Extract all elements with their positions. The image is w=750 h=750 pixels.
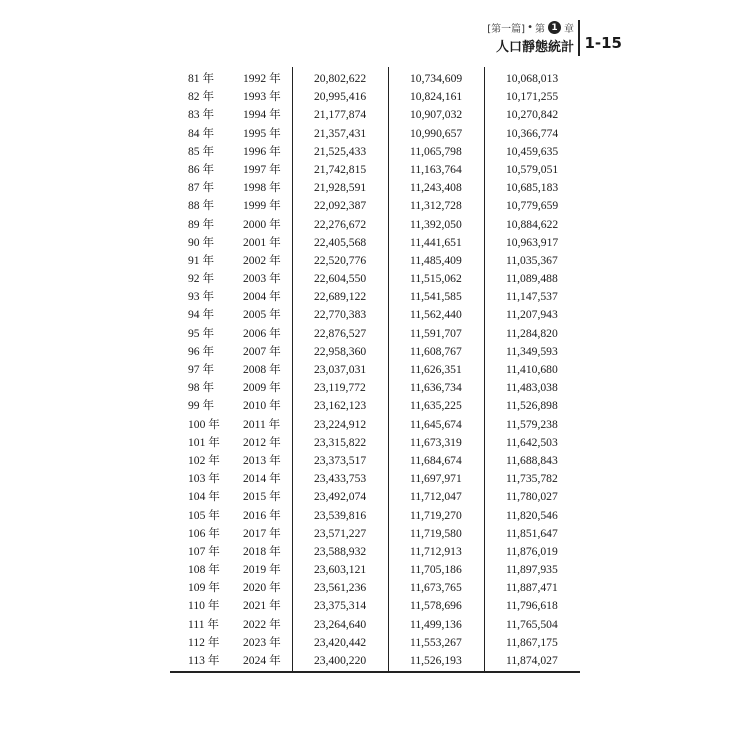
table-row: [170, 434, 580, 452]
female-population-cell: 11,410,680: [506, 363, 558, 376]
total-population-cell: 23,315,822: [314, 435, 367, 449]
roc-year-cell: 94 年: [188, 308, 215, 322]
total-population-cell: 23,373,517: [314, 453, 367, 467]
female-population-cell: 10,068,013: [506, 72, 559, 85]
roc-year-cell: 99 年: [188, 399, 215, 413]
male-population-cell: 11,553,267: [410, 635, 462, 649]
roc-year-cell: 92 年: [188, 272, 215, 286]
male-population-cell: 11,499,136: [410, 617, 462, 631]
part-label: [第一篇]: [487, 24, 526, 35]
ad-year-cell: 2011 年: [243, 417, 281, 431]
table-row: [170, 161, 580, 179]
table-row: [170, 234, 580, 252]
male-population-cell: 11,719,270: [410, 508, 462, 522]
male-population-cell: 11,578,696: [410, 599, 462, 613]
male-population-cell: 11,645,674: [410, 417, 462, 431]
table-row: [170, 361, 580, 379]
female-population-cell: 11,284,820: [506, 326, 558, 340]
female-population-cell: 11,851,647: [506, 526, 558, 540]
male-population-cell: 11,626,351: [410, 363, 462, 376]
ad-year-cell: 2012 年: [243, 435, 281, 449]
male-population-cell: 11,562,440: [410, 308, 462, 322]
table-row: [170, 470, 580, 488]
male-population-cell: 11,485,409: [410, 253, 462, 267]
table-row: [170, 106, 580, 124]
ad-year-cell: 2002 年: [243, 253, 281, 267]
table-row: [170, 634, 580, 652]
roc-year-cell: 106 年: [188, 526, 220, 540]
male-population-cell: 11,635,225: [410, 399, 462, 413]
table-row: [170, 652, 580, 670]
roc-year-cell: 113 年: [188, 654, 220, 667]
table-row: [170, 125, 580, 143]
female-population-cell: 11,579,238: [506, 417, 558, 431]
total-population-cell: 21,742,815: [314, 162, 367, 176]
male-population-cell: 11,673,319: [410, 435, 462, 449]
table-row: [170, 343, 580, 361]
table-bottom-rule: [170, 671, 580, 673]
table-row: [170, 143, 580, 161]
total-population-cell: 22,770,383: [314, 308, 367, 322]
total-population-cell: 23,119,772: [314, 381, 366, 395]
ad-year-cell: 2005 年: [243, 308, 281, 322]
male-population-cell: 11,163,764: [410, 162, 462, 176]
female-population-cell: 11,035,367: [506, 253, 558, 267]
female-population-cell: 11,526,898: [506, 399, 558, 413]
male-population-cell: 11,673,765: [410, 581, 462, 595]
table-row: [170, 525, 580, 543]
ad-year-cell: 2018 年: [243, 544, 281, 558]
ad-year-cell: 2020 年: [243, 581, 281, 595]
female-population-cell: 11,483,038: [506, 381, 558, 395]
roc-year-cell: 103 年: [188, 472, 220, 486]
female-population-cell: 11,688,843: [506, 453, 558, 467]
male-population-cell: 10,907,032: [410, 108, 463, 122]
total-population-cell: 21,177,874: [314, 108, 367, 122]
female-population-cell: 10,171,255: [506, 90, 559, 104]
table-row: [170, 416, 580, 434]
total-population-cell: 23,400,220: [314, 654, 367, 667]
female-population-cell: 11,876,019: [506, 544, 558, 558]
header-divider: [578, 20, 580, 56]
ad-year-cell: 1997 年: [243, 162, 281, 176]
male-population-cell: 11,712,047: [410, 490, 462, 504]
ad-year-cell: 2006 年: [243, 326, 281, 340]
roc-year-cell: 98 年: [188, 381, 215, 395]
total-population-cell: 23,162,123: [314, 399, 367, 413]
ad-year-cell: 1996 年: [243, 144, 281, 158]
male-population-cell: 11,591,707: [410, 326, 462, 340]
roc-year-cell: 82 年: [188, 90, 215, 104]
total-population-cell: 22,520,776: [314, 253, 367, 267]
female-population-cell: 10,685,183: [506, 181, 559, 195]
table-row: [170, 179, 580, 197]
roc-year-cell: 88 年: [188, 199, 215, 213]
chapter-suffix: 章: [564, 24, 574, 35]
page-number: 1-15: [584, 34, 622, 52]
total-population-cell: 22,876,527: [314, 326, 367, 340]
total-population-cell: 23,433,753: [314, 472, 367, 486]
chapter-marker: [487, 20, 574, 35]
male-population-cell: 11,392,050: [410, 217, 462, 231]
male-population-cell: 11,697,971: [410, 472, 462, 486]
chapter-title: 人口靜態統計: [495, 40, 574, 55]
ad-year-cell: 2022 年: [243, 617, 281, 631]
male-population-cell: 11,636,734: [410, 381, 462, 395]
table-row: [170, 288, 580, 306]
roc-year-cell: 107 年: [188, 544, 220, 558]
ad-year-cell: 2017 年: [243, 526, 281, 540]
table-row: [170, 216, 580, 234]
male-population-cell: 11,608,767: [410, 344, 462, 358]
female-population-cell: 11,820,546: [506, 508, 558, 522]
male-population-cell: 10,824,161: [410, 90, 463, 104]
female-population-cell: 11,207,943: [506, 308, 558, 322]
female-population-cell: 10,963,917: [506, 235, 559, 249]
ad-year-cell: 2024 年: [243, 654, 281, 667]
male-population-cell: 11,705,186: [410, 563, 462, 577]
roc-year-cell: 83 年: [188, 108, 215, 122]
male-population-cell: 11,526,193: [410, 654, 462, 667]
total-population-cell: 22,958,360: [314, 344, 367, 358]
female-population-cell: 10,459,635: [506, 144, 559, 158]
roc-year-cell: 101 年: [188, 435, 220, 449]
male-population-cell: 11,712,913: [410, 544, 462, 558]
ad-year-cell: 1994 年: [243, 108, 281, 122]
table-row: [170, 306, 580, 324]
total-population-cell: 23,420,442: [314, 635, 367, 649]
table-row: [170, 616, 580, 634]
male-population-cell: 11,243,408: [410, 181, 462, 195]
table-row: [170, 488, 580, 506]
male-population-cell: 10,990,657: [410, 126, 463, 140]
chapter-number-badge: 1: [548, 21, 561, 34]
male-population-cell: 11,719,580: [410, 526, 462, 540]
roc-year-cell: 112 年: [188, 635, 220, 649]
ad-year-cell: 2016 年: [243, 508, 281, 522]
table-row: [170, 507, 580, 525]
female-population-cell: 11,887,471: [506, 581, 558, 595]
ad-year-cell: 2021 年: [243, 599, 281, 613]
total-population-cell: 23,492,074: [314, 490, 367, 504]
male-population-cell: 11,065,798: [410, 144, 462, 158]
female-population-cell: 10,366,774: [506, 126, 559, 140]
ad-year-cell: 1999 年: [243, 199, 281, 213]
roc-year-cell: 86 年: [188, 162, 215, 176]
ad-year-cell: 2003 年: [243, 272, 281, 286]
total-population-cell: 23,037,031: [314, 363, 367, 376]
total-population-cell: 23,571,227: [314, 526, 367, 540]
total-population-cell: 23,588,932: [314, 544, 367, 558]
roc-year-cell: 108 年: [188, 563, 220, 577]
total-population-cell: 22,405,568: [314, 235, 367, 249]
roc-year-cell: 91 年: [188, 253, 215, 267]
female-population-cell: 10,270,842: [506, 108, 559, 122]
table-row: [170, 70, 580, 88]
chapter-prefix: 第: [535, 24, 545, 35]
female-population-cell: 11,780,027: [506, 490, 558, 504]
roc-year-cell: 104 年: [188, 490, 220, 504]
total-population-cell: 23,264,640: [314, 617, 367, 631]
roc-year-cell: 105 年: [188, 508, 220, 522]
roc-year-cell: 97 年: [188, 363, 215, 376]
male-population-cell: 10,734,609: [410, 72, 463, 85]
table-row: [170, 452, 580, 470]
table-body: [170, 70, 580, 670]
roc-year-cell: 93 年: [188, 290, 215, 304]
male-population-cell: 11,684,674: [410, 453, 462, 467]
table-row: [170, 197, 580, 215]
male-population-cell: 11,441,651: [410, 235, 462, 249]
roc-year-cell: 84 年: [188, 126, 215, 140]
ad-year-cell: 2014 年: [243, 472, 281, 486]
female-population-cell: 11,642,503: [506, 435, 558, 449]
total-population-cell: 22,276,672: [314, 217, 367, 231]
table-row: [170, 252, 580, 270]
female-population-cell: 11,765,504: [506, 617, 558, 631]
ad-year-cell: 2004 年: [243, 290, 281, 304]
population-table: [170, 67, 580, 676]
female-population-cell: 10,779,659: [506, 199, 559, 213]
total-population-cell: 20,995,416: [314, 90, 367, 104]
ad-year-cell: 2007 年: [243, 344, 281, 358]
table-row: [170, 88, 580, 106]
roc-year-cell: 87 年: [188, 181, 215, 195]
roc-year-cell: 85 年: [188, 144, 215, 158]
ad-year-cell: 2019 年: [243, 563, 281, 577]
total-population-cell: 23,224,912: [314, 417, 367, 431]
roc-year-cell: 81 年: [188, 72, 215, 85]
male-population-cell: 11,312,728: [410, 199, 462, 213]
roc-year-cell: 90 年: [188, 235, 215, 249]
roc-year-cell: 109 年: [188, 581, 220, 595]
separator-dot: •: [527, 22, 533, 33]
total-population-cell: 23,561,236: [314, 581, 367, 595]
roc-year-cell: 95 年: [188, 326, 215, 340]
table-row: [170, 561, 580, 579]
roc-year-cell: 110 年: [188, 599, 220, 613]
ad-year-cell: 2000 年: [243, 217, 281, 231]
roc-year-cell: 96 年: [188, 344, 215, 358]
total-population-cell: 22,689,122: [314, 290, 367, 304]
female-population-cell: 11,867,175: [506, 635, 558, 649]
table-row: [170, 379, 580, 397]
total-population-cell: 23,539,816: [314, 508, 367, 522]
ad-year-cell: 1992 年: [243, 72, 281, 85]
ad-year-cell: 2010 年: [243, 399, 281, 413]
ad-year-cell: 2023 年: [243, 635, 281, 649]
ad-year-cell: 2008 年: [243, 363, 281, 376]
ad-year-cell: 1993 年: [243, 90, 281, 104]
ad-year-cell: 2001 年: [243, 235, 281, 249]
roc-year-cell: 111 年: [188, 617, 220, 631]
female-population-cell: 10,884,622: [506, 217, 559, 231]
total-population-cell: 22,092,387: [314, 199, 367, 213]
table-row: [170, 270, 580, 288]
ad-year-cell: 1998 年: [243, 181, 281, 195]
ad-year-cell: 2009 年: [243, 381, 281, 395]
table-row: [170, 543, 580, 561]
table-row: [170, 325, 580, 343]
total-population-cell: 20,802,622: [314, 72, 367, 85]
ad-year-cell: 2013 年: [243, 453, 281, 467]
total-population-cell: 22,604,550: [314, 272, 367, 286]
female-population-cell: 11,147,537: [506, 290, 558, 304]
female-population-cell: 11,796,618: [506, 599, 558, 613]
male-population-cell: 11,541,585: [410, 290, 462, 304]
roc-year-cell: 89 年: [188, 217, 215, 231]
female-population-cell: 10,579,051: [506, 162, 559, 176]
ad-year-cell: 1995 年: [243, 126, 281, 140]
roc-year-cell: 102 年: [188, 453, 220, 467]
total-population-cell: 23,603,121: [314, 563, 367, 577]
total-population-cell: 23,375,314: [314, 599, 367, 613]
table-row: [170, 579, 580, 597]
male-population-cell: 11,515,062: [410, 272, 462, 286]
table-row: [170, 597, 580, 615]
total-population-cell: 21,525,433: [314, 144, 367, 158]
female-population-cell: 11,349,593: [506, 344, 558, 358]
ad-year-cell: 2015 年: [243, 490, 281, 504]
roc-year-cell: 100 年: [188, 417, 220, 431]
female-population-cell: 11,089,488: [506, 272, 558, 286]
total-population-cell: 21,357,431: [314, 126, 367, 140]
total-population-cell: 21,928,591: [314, 181, 367, 195]
table-row: [170, 397, 580, 415]
female-population-cell: 11,897,935: [506, 563, 558, 577]
female-population-cell: 11,735,782: [506, 472, 558, 486]
female-population-cell: 11,874,027: [506, 654, 558, 667]
page-header: [472, 18, 622, 60]
